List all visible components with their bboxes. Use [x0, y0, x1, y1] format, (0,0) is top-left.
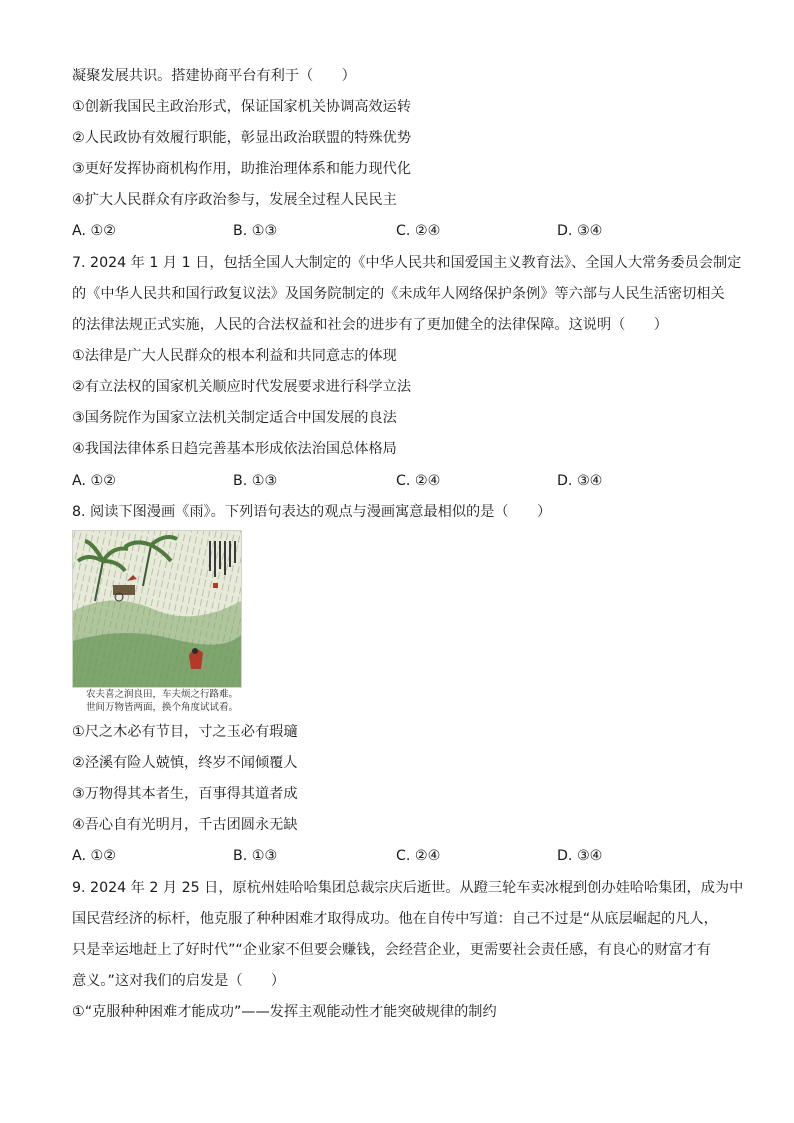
q8-item-4: ④吾心自有光明月，千古团圆永无缺 [72, 817, 298, 833]
q6-option-a: A. ①② [72, 223, 116, 239]
q7-stem-line-2: 的《中华人民共和国行政复议法》及国务院制定的《未成年人网络保护条例》等六部与人民生活密切相关 [72, 286, 725, 302]
q8-option-a: A. ①② [72, 848, 116, 864]
q9-item-1: ①“克服种种困难才能成功”——发挥主观能动性才能突破规律的制约 [72, 1004, 497, 1020]
q8-option-d: D. ③④ [557, 848, 603, 864]
q8-item-1: ①尺之木必有节目，寸之玉必有瑕瓋 [72, 724, 298, 740]
q9-stem-line-1: 9. 2024 年 2 月 25 日，原杭州娃哈哈集团总裁宗庆后逝世。从蹬三轮车卖冰棍到创办娃哈哈集团，成为中 [72, 880, 744, 896]
q7-item-3: ③国务院作为国家立法机关制定适合中国发展的良法 [72, 410, 397, 426]
rain-cartoon-illustration [73, 531, 241, 687]
q8-option-c: C. ②④ [396, 848, 441, 864]
q6-item-1: ①创新我国民主政治形式，保证国家机关协调高效运转 [72, 99, 412, 115]
q8-option-b: B. ①③ [233, 848, 278, 864]
q7-option-d: D. ③④ [557, 473, 603, 489]
q9-stem-line-3: 只是幸运地赶上了好时代”“企业家不但要会赚钱，会经营企业，更需要社会责任感，有良心的财富才有 [72, 942, 711, 958]
q6-option-c: C. ②④ [396, 223, 441, 239]
q6-item-3: ③更好发挥协商机构作用，助推治理体系和能力现代化 [72, 161, 412, 177]
q6-item-2: ②人民政协有效履行职能，彰显出政治联盟的特殊优势 [72, 130, 412, 146]
q7-option-c: C. ②④ [396, 473, 441, 489]
q7-item-1: ①法律是广大人民群众的根本利益和共同意志的体现 [72, 348, 397, 364]
cartoon-caption-line-2: 世间万物皆两面，换个角度试试看。 [85, 702, 238, 713]
q9-stem-line-2: 国民营经济的标杆，他克服了种种困难才取得成功。他在自传中写道：自己不过是“从底层崛起的凡人， [72, 911, 718, 927]
q6-option-d: D. ③④ [557, 223, 603, 239]
q8-item-3: ③万物得其本者生，百事得其道者成 [72, 786, 298, 802]
q7-stem-line-1: 7. 2024 年 1 月 1 日，包括全国人大制定的《中华人民共和国爱国主义教育法》、全国人大常务委员会制定 [72, 255, 742, 271]
q7-stem-line-3: 的法律法规正式实施，人民的合法权益和社会的进步有了更加健全的法律保障。这说明（ ） [72, 317, 668, 333]
q6-option-b: B. ①③ [233, 223, 278, 239]
q7-option-b: B. ①③ [233, 473, 278, 489]
q7-item-4: ④我国法律体系日趋完善基本形成依法治国总体格局 [72, 441, 397, 457]
q9-stem-line-4: 意义。”这对我们的启发是（ ） [72, 973, 286, 989]
q7-option-a: A. ①② [72, 473, 116, 489]
q6-item-4: ④扩大人民群众有序政治参与，发展全过程人民民主 [72, 192, 397, 208]
cartoon-caption-line-1: 农夫喜之润良田，车夫烦之行路难。 [85, 689, 238, 700]
q8-stem: 8. 阅读下图漫画《雨》。下列语句表达的观点与漫画寓意最相似的是（ ） [72, 504, 552, 520]
q6-stem-tail: 凝聚发展共识。搭建协商平台有利于（ ） [72, 68, 356, 84]
q7-item-2: ②有立法权的国家机关顺应时代发展要求进行科学立法 [72, 379, 412, 395]
rain-cartoon-image [72, 530, 242, 688]
q8-item-2: ②泾溪有险人兢慎，终岁不闻倾覆人 [72, 755, 298, 771]
